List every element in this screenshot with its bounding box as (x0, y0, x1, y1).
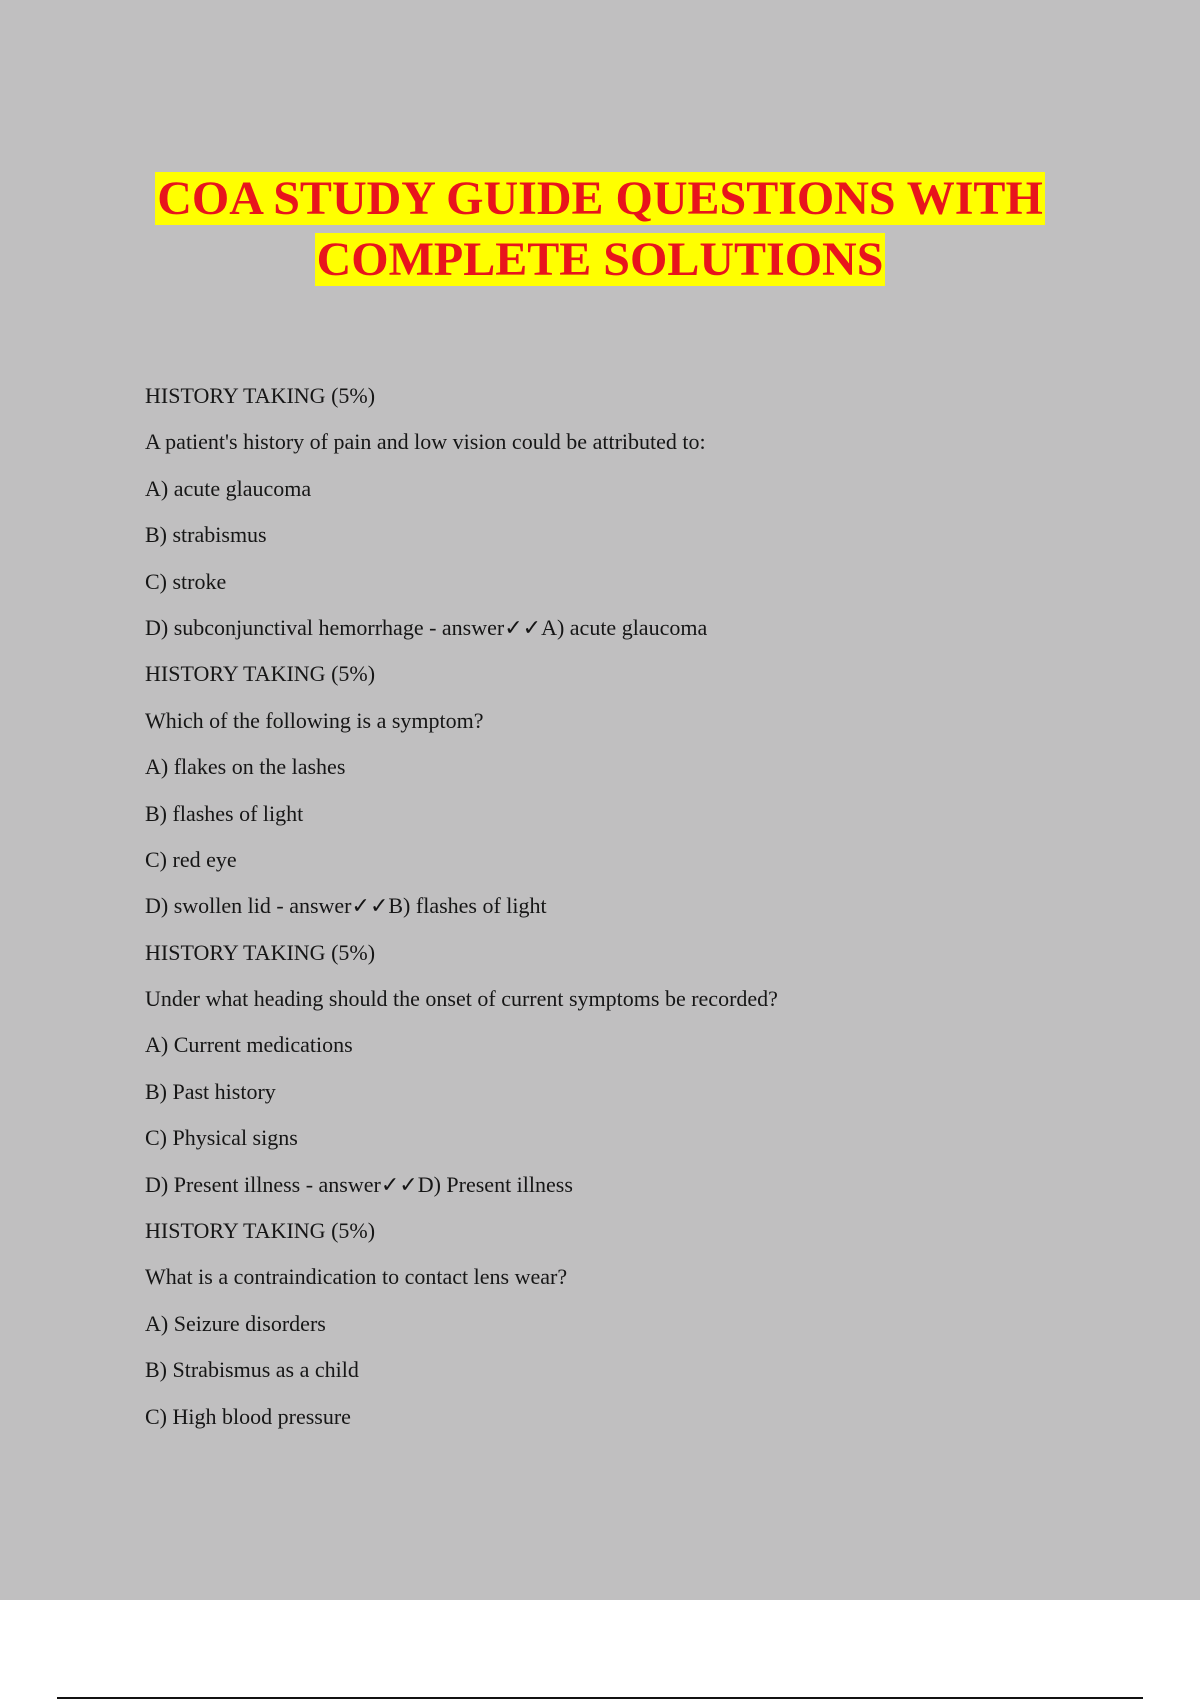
document-body (145, 380, 1145, 1447)
section-heading: HISTORY TAKING (5%) (145, 1218, 376, 1244)
answer-option: A) Seizure disorders (145, 1310, 326, 1336)
answer-option: A) acute glaucoma (145, 475, 312, 501)
answer-option: C) red eye (145, 846, 237, 872)
title-line-2: COMPLETE SOLUTIONS (316, 233, 884, 286)
document-title (0, 168, 1200, 290)
question-text: What is a contraindication to contact lens wear? (145, 1264, 568, 1290)
answer-option: C) Physical signs (145, 1125, 298, 1151)
section-heading: HISTORY TAKING (5%) (145, 383, 376, 408)
answer-option-with-solution: D) swollen lid - answer✓✓B) flashes of light (145, 893, 547, 919)
title-line-1: COA STUDY GUIDE QUESTIONS WITH (157, 172, 1043, 225)
answer-option: A) flakes on the lashes (145, 754, 346, 780)
question-text: Under what heading should the onset of current symptoms be recorded? (145, 986, 778, 1012)
answer-option: B) flashes of light (145, 800, 304, 826)
answer-option: A) Current medications (145, 1032, 353, 1058)
section-heading: HISTORY TAKING (5%) (145, 661, 376, 687)
answer-option: B) Strabismus as a child (145, 1357, 359, 1383)
answer-option: B) strabismus (145, 522, 267, 548)
answer-option-with-solution: D) subconjunctival hemorrhage - answer✓✓A) acute glaucoma (145, 614, 708, 640)
answer-option: B) Past history (145, 1078, 276, 1104)
answer-option: C) High blood pressure (145, 1403, 351, 1429)
question-text: Which of the following is a symptom? (145, 707, 484, 733)
answer-option-with-solution: D) Present illness - answer✓✓D) Present illness (145, 1171, 573, 1197)
section-heading: HISTORY TAKING (5%) (145, 939, 376, 965)
answer-option: C) stroke (145, 568, 227, 594)
question-text: A patient's history of pain and low vision could be attributed to: (145, 429, 706, 455)
footer-divider (57, 1697, 1143, 1699)
